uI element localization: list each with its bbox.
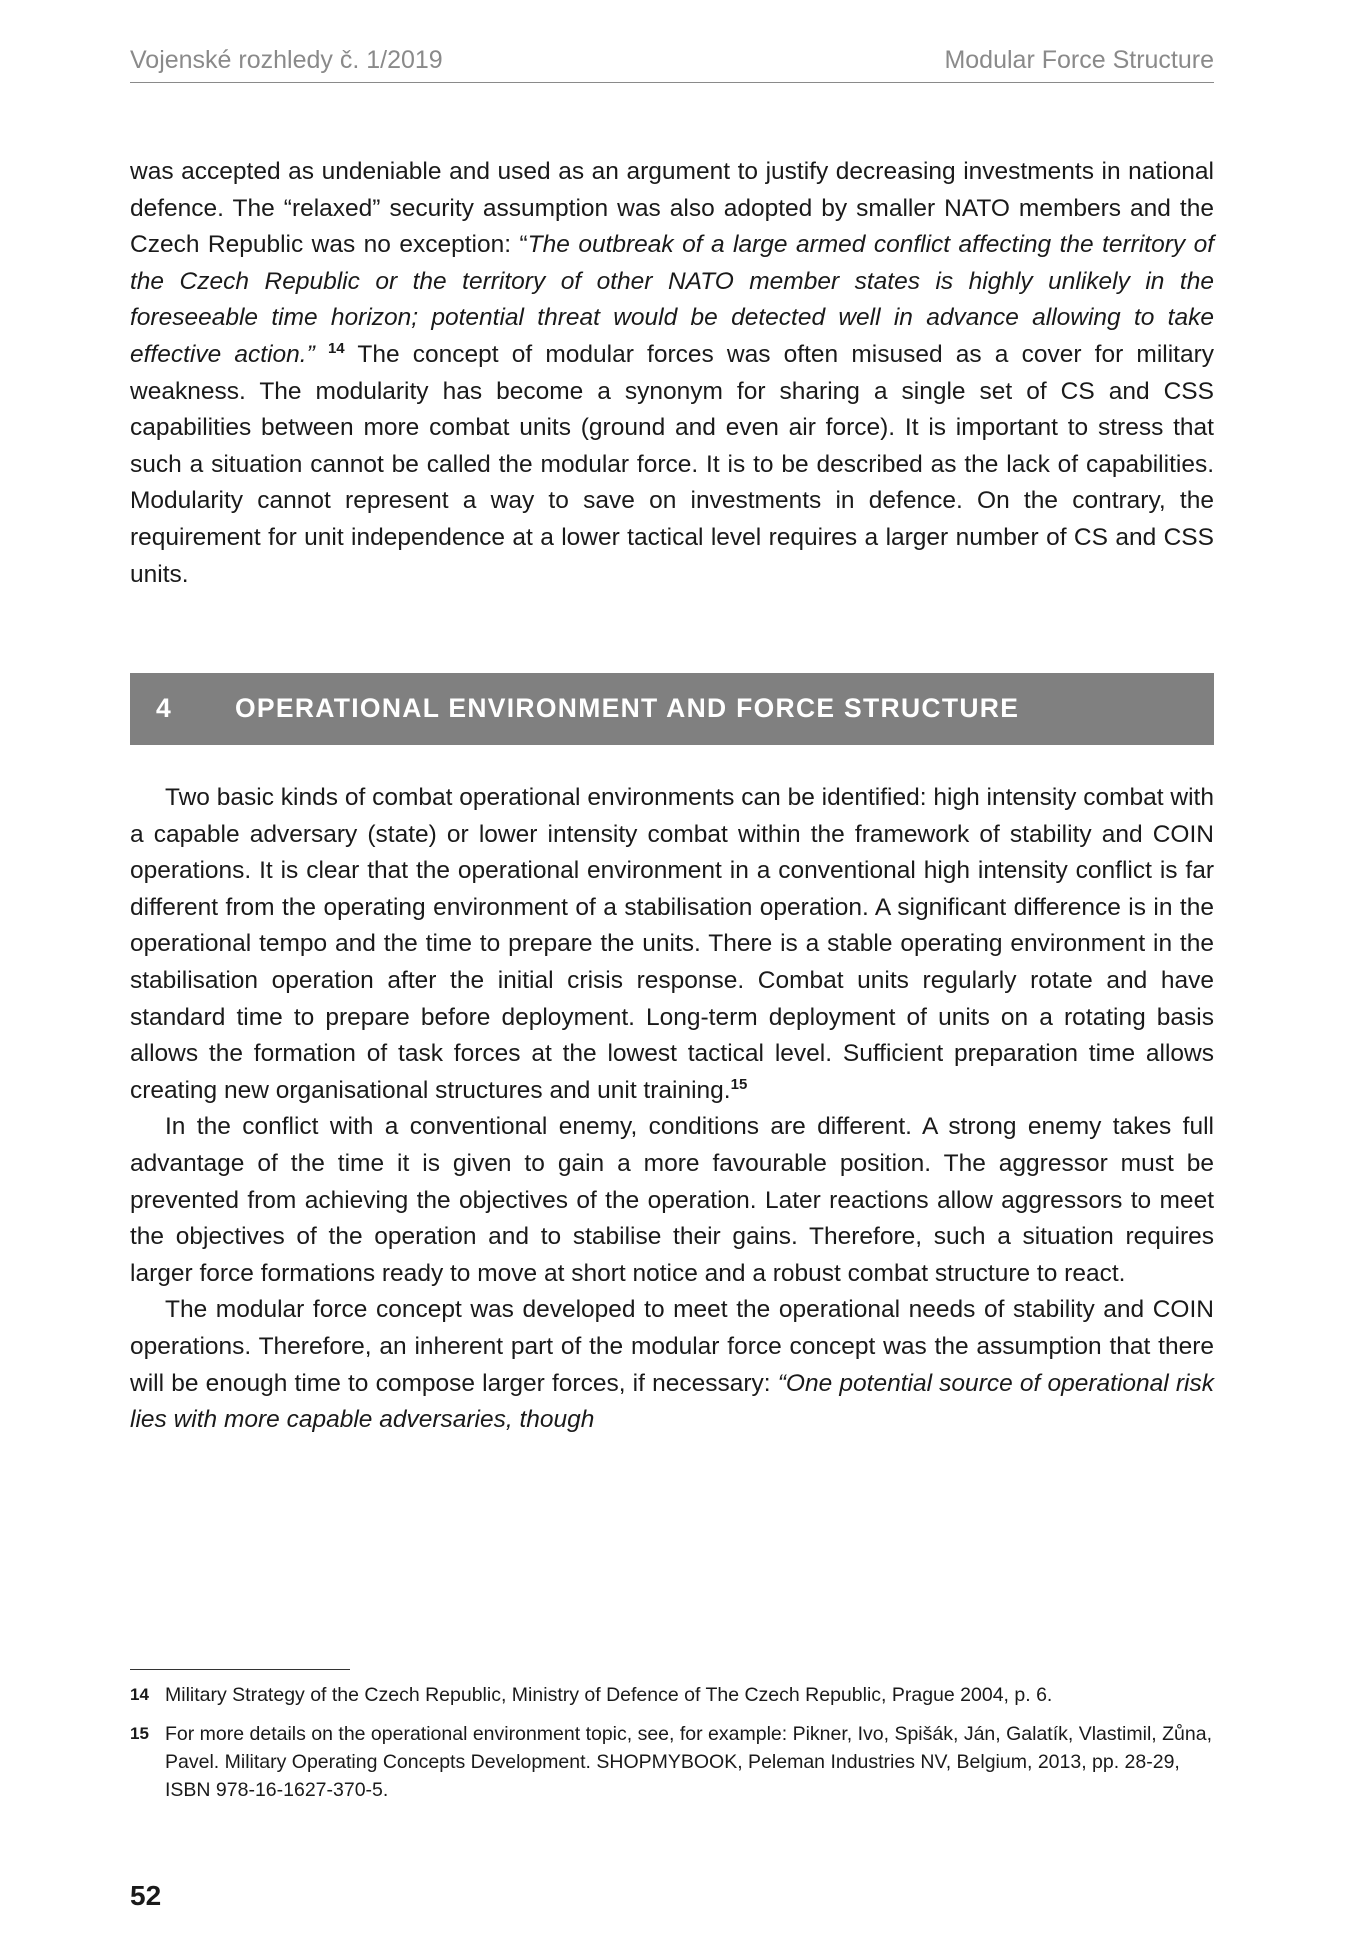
footnote-text: For more details on the operational environment topic, see, for example: Pikner, Ivo, Spišák, Ján, Galatík, Vlastimil, Zůna, Pavel. Military Operating Concepts Development. SHOPMYBOOK, Peleman Industries NV, Belgium, 2013, pp. 28-29, ISBN 978-16-1627-370-5.	[165, 1723, 1213, 1801]
footnote	[130, 1720, 1214, 1804]
footnote	[130, 1681, 1214, 1709]
section-heading	[130, 673, 1214, 745]
continuation-paragraph	[130, 154, 1214, 593]
footnote-text: Military Strategy of the Czech Republic, Ministry of Defence of The Czech Republic, Prague 2004, p. 6.	[165, 1684, 1053, 1706]
footnote-ref-15[interactable]: 15	[730, 1075, 748, 1093]
footnote-ref-14[interactable]: 14	[327, 339, 345, 357]
quote-text: “One potential source of operational risk lies with more capable adversaries, though	[130, 1369, 1215, 1434]
running-header	[130, 46, 1214, 83]
article-title: Modular Force Structure	[944, 46, 1214, 74]
footnotes	[130, 1681, 1214, 1815]
body-paragraph	[130, 154, 1214, 593]
footnote-separator	[130, 1669, 350, 1670]
footnote-number: 14	[130, 1685, 149, 1704]
paragraph-text: The concept of modular forces was often misused as a cover for military weakness. The modularity has become a synonym for sharing a single set of CS and CSS capabilities between more combat units (ground and even air force). It is important to stress that such a situation cannot be called the modular force. It is to be described as the lack of capabilities. Modularity cannot represent a way to save on investments in defence. On the contrary, the requirement for unit independence at a lower tactical level requires a larger number of CS and CSS units.	[130, 340, 1215, 588]
paragraph-text: was accepted as undeniable and used as an argument to justify decreasing investments in national defence. The “relaxed” security assumption was also adopted by smaller NATO members and the Czech Republic was no exception: “	[130, 158, 1214, 259]
section-title: OPERATIONAL ENVIRONMENT AND FORCE STRUCTURE	[235, 693, 1020, 723]
paragraph-text: Two basic kinds of combat operational environments can be identified: high intensity combat with a capable adversary (state) or lower intensity combat within the framework of stability and COIN operations. It is clear that the operational environment in a conventional high intensity conflict is far different from the operating environment of a stabilisation operation. A significant difference is in the operational tempo and the time to prepare the units. There is a stable operating environment in the stabilisation operation after the initial crisis response. Combat units regularly rotate and have standard time to prepare before deployment. Long-term deployment of units on a rotating basis allows the formation of task forces at the lowest tactical level. Sufficient preparation time allows creating new organisational structures and unit training.	[130, 784, 1214, 1104]
paragraph-text: The modular force concept was developed to meet the operational needs of stability and COIN operations. Therefore, an inherent part of the modular force concept was the assumption that there will be enough time to compose larger forces, if necessary:	[130, 1296, 1214, 1397]
section-body	[130, 780, 1214, 1439]
section-number: 4	[156, 693, 173, 723]
body-paragraph	[130, 1292, 1214, 1438]
quote-text: The outbreak of a large armed conflict affecting the territory of the Czech Republic or the territory of other NATO member states is highly unlikely in the foreseeable time horizon; potential threat would be detected well in advance allowing to take effective action.”	[130, 231, 1214, 368]
body-paragraph: In the conflict with a conventional enemy, conditions are different. A strong enemy takes full advantage of the time it is given to gain a more favourable position. The aggressor must be prevented from achieving the objectives of the operation. Later reactions allow aggressors to meet the objectives of the operation and to stabilise their gains. Therefore, such a situation requires larger force formations ready to move at short notice and a robust combat structure to react.	[130, 1113, 1214, 1287]
journal-name: Vojenské rozhledy č. 1/2019	[130, 46, 443, 74]
body-paragraph	[130, 780, 1214, 1109]
page-number: 52	[130, 1880, 162, 1911]
footnote-number: 15	[130, 1724, 149, 1743]
